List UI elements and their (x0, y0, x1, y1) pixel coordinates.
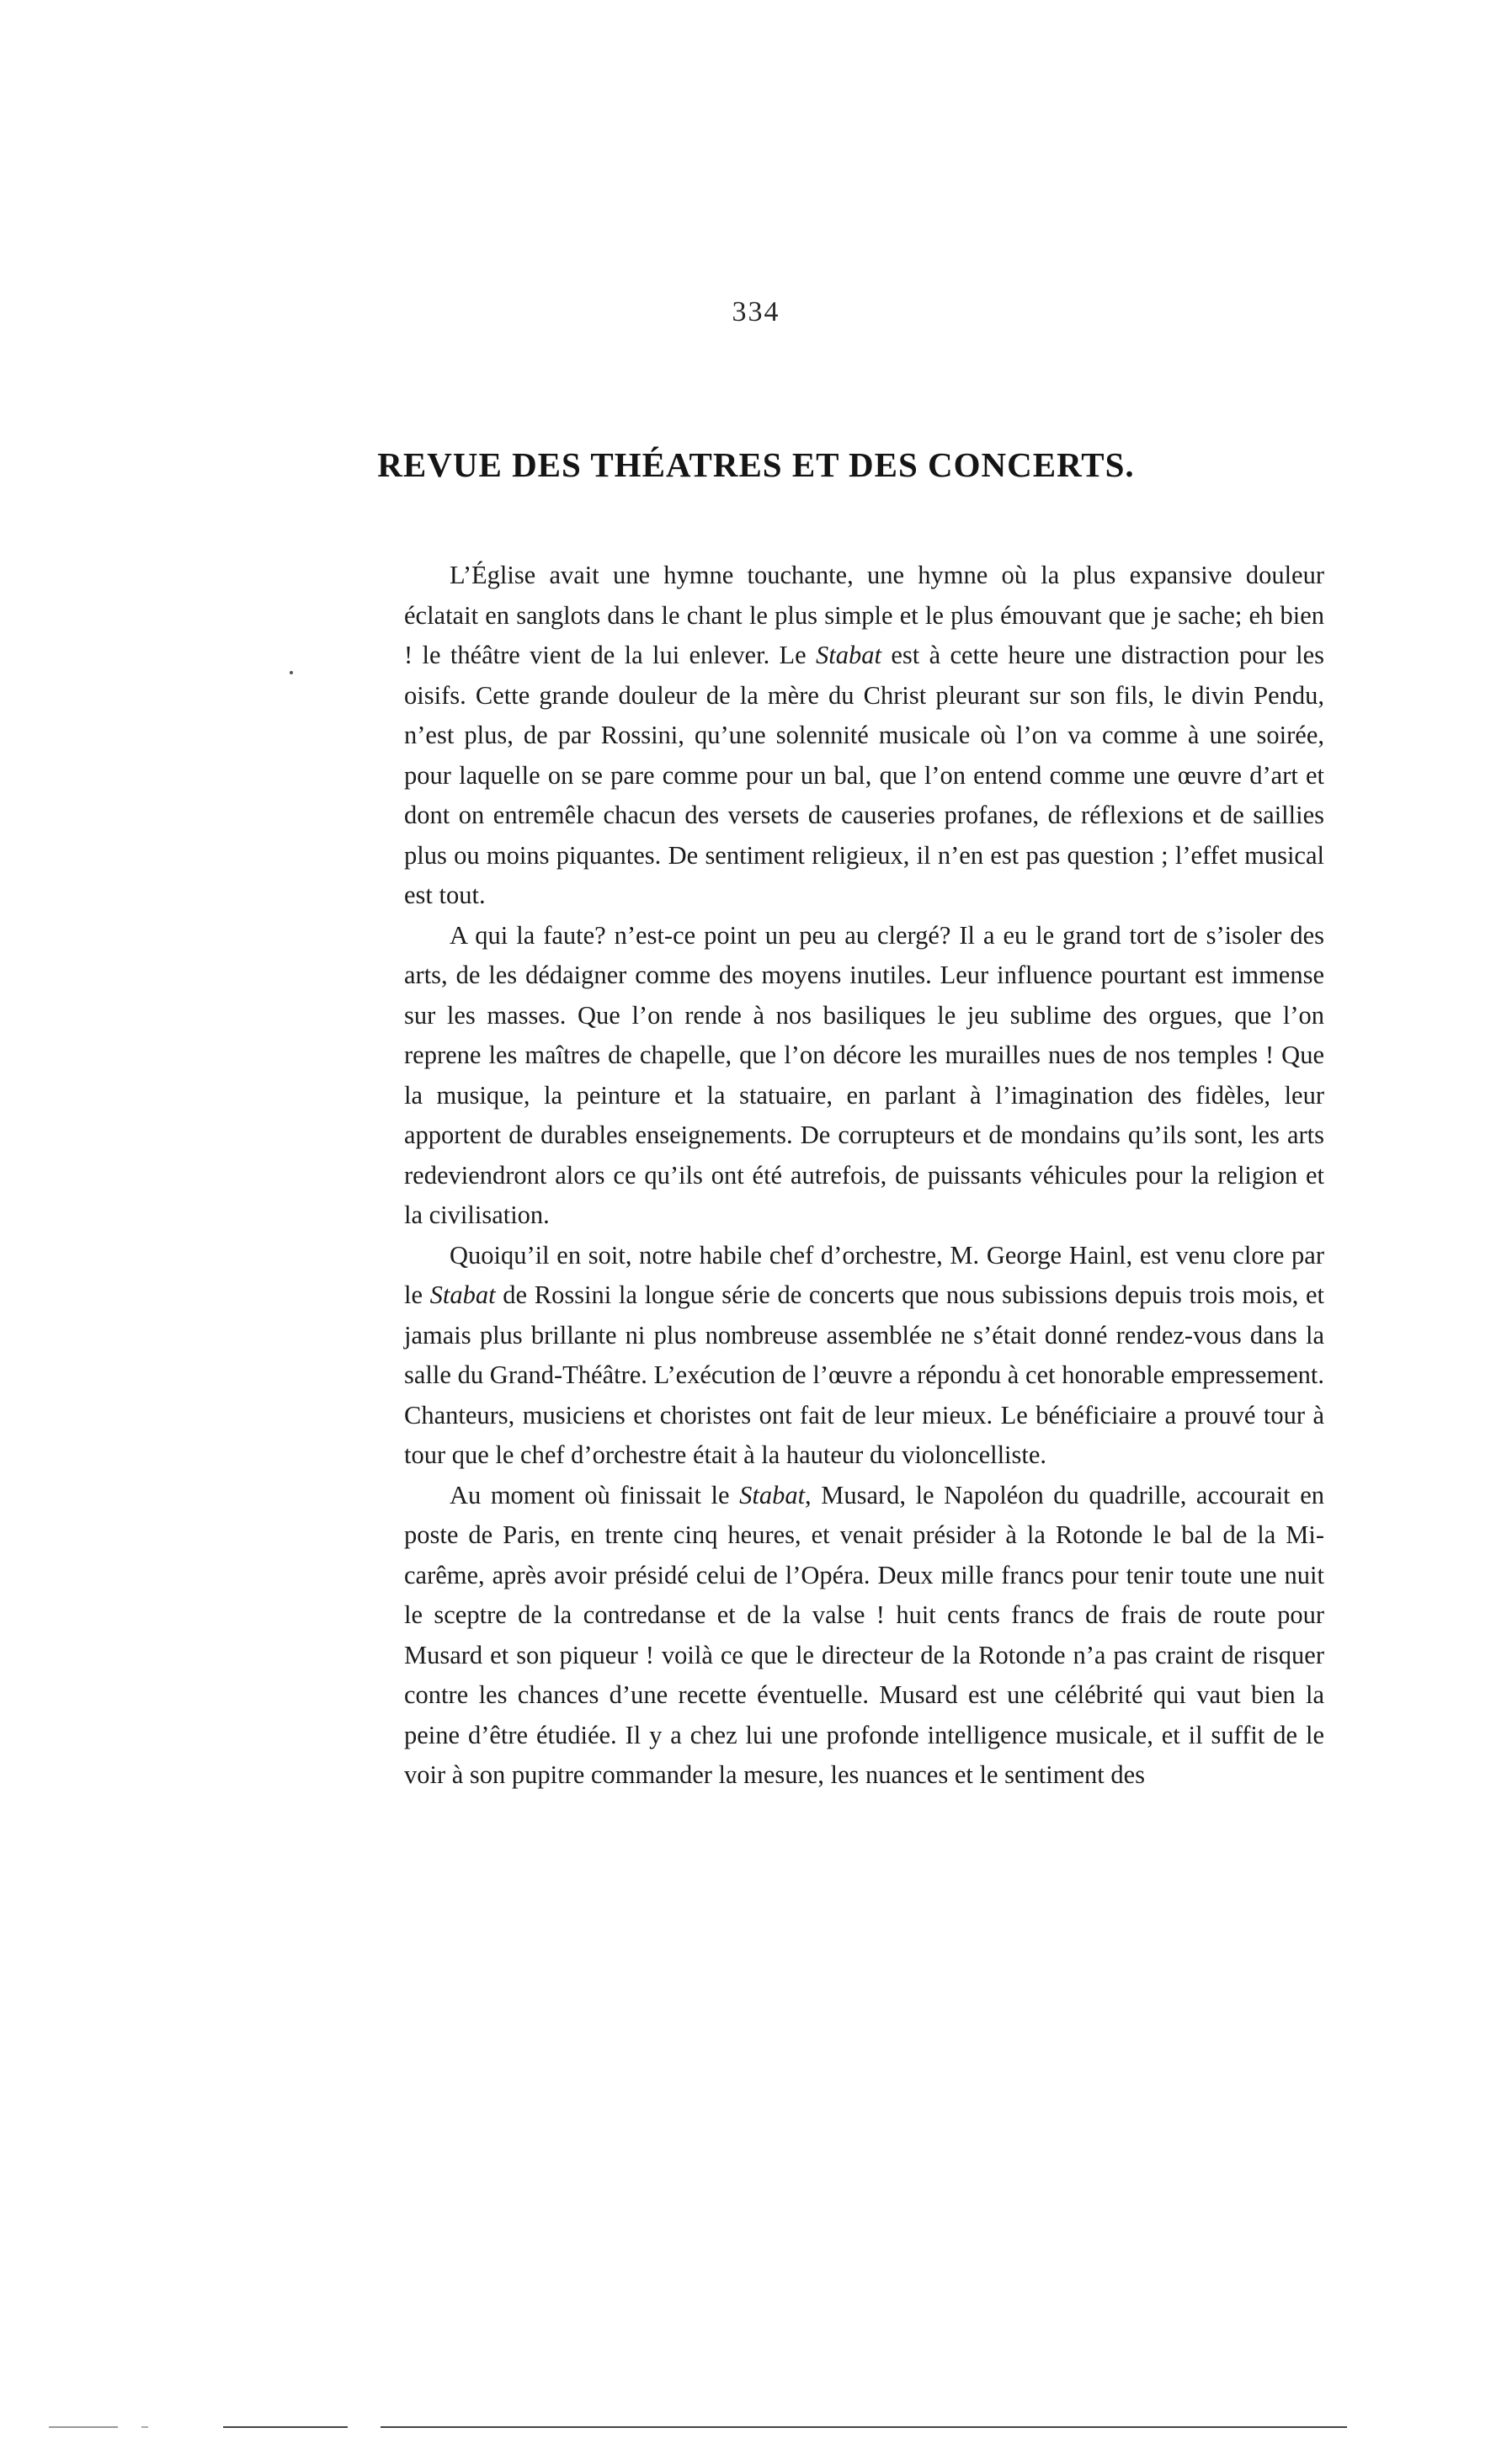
footer-rule (141, 2426, 148, 2428)
text-run: Quoiqu’il en soit, notre habile chef d’orchestre, M. George Hainl, est venu clore par le (404, 1240, 1324, 1309)
italic-run: Stabat (429, 1280, 496, 1309)
text-run: de Rossini la longue série de concerts que nous subissions depuis trois mois, et jamais plus brillante ni plus nombreuse assemblée ne s’était donné rendez-vous dans la salle du Grand-Théâtre. L’exécution de l’œuvre a répondu à cet honorable empressement. Chanteurs, musiciens et choristes ont fait de leur mieux. Le bénéficiaire a prouvé tour à tour que le chef d’orchestre était à la hauteur du violoncelliste. (404, 1280, 1324, 1469)
text-run: L’Église avait une hymne touchante, une hymne où la plus expansive douleur éclatait en sanglots dans le chant le plus simple et le plus émouvant que je sache; eh bien ! le théâtre vient de la lui enlever. Le (404, 561, 1324, 669)
page-title: REVUE DES THÉATRES ET DES CONCERTS. (377, 445, 1135, 484)
text-run: , Musard, le Napoléon du quadrille, accourait en poste de Paris, en trente cinq heures, et venait présider à la Rotonde le bal de la Mi-carême, après avoir présidé celui de l’Opéra. Deux mille francs pour tenir toute une nuit le sceptre de la contredanse et de la valse ! huit cents francs de frais de route pour Musard et son piqueur ! voilà ce que le directeur de la Rotonde n’a pas craint de risquer contre les chances d’une recette éventuelle. Musard est une célébrité qui vaut bien la peine d’être étudiée. Il y a chez lui une profonde intelligence musicale, et il suffit de le voir à son pupitre commander la mesure, les nuances et le sentiment des (404, 1480, 1324, 1789)
paragraph-4 (404, 1476, 1324, 1796)
paragraph-3 (404, 1236, 1324, 1476)
footer-rule (223, 2426, 348, 2428)
page-number: 334 (732, 296, 780, 327)
margin-mark (290, 671, 293, 674)
footer-rule (394, 2426, 1347, 2428)
paragraph-2 (404, 916, 1324, 1236)
text-run: Au moment où finissait le (450, 1480, 740, 1509)
text-run: est à cette heure une distraction pour les oisifs. Cette grande douleur de la mère du Christ pleurant sur son fils, le divin Pendu, n’est plus, de par Rossini, qu’une solennité musicale où l’on va comme à une soirée, pour laquelle on se pare comme pour un bal, que l’on entend comme une œuvre d’art et dont on entremêle chacun des versets de causeries profanes, de réflexions et de saillies plus ou moins piquantes. De sentiment religieux, il n’en est pas question ; l’effet musical est tout. (404, 641, 1325, 909)
italic-run: Stabat (739, 1480, 806, 1509)
article-body (404, 556, 1324, 1796)
italic-run: Stabat (816, 641, 881, 669)
text-run: A qui la faute? n’est-ce point un peu au clergé? Il a eu le grand tort de s’isoler des arts, de les dédaigner comme des moyens inutiles. Leur influence pourtant est immense sur les masses. Que l’on rende à nos basiliques le jeu sublime des orgues, que l’on reprene les maîtres de chapelle, que l’on décore les murailles nues de nos temples ! Que la musique, la peinture et la statuaire, en parlant à l’imagination des fidèles, leur apportent de durables enseignements. De corrupteurs et de mondains qu’ils sont, les arts redeviendront alors ce qu’ils ont été autrefois, de puissants véhicules pour la religion et la civilisation. (404, 920, 1324, 1229)
paragraph-1 (404, 556, 1324, 916)
footer-rule (49, 2426, 118, 2428)
